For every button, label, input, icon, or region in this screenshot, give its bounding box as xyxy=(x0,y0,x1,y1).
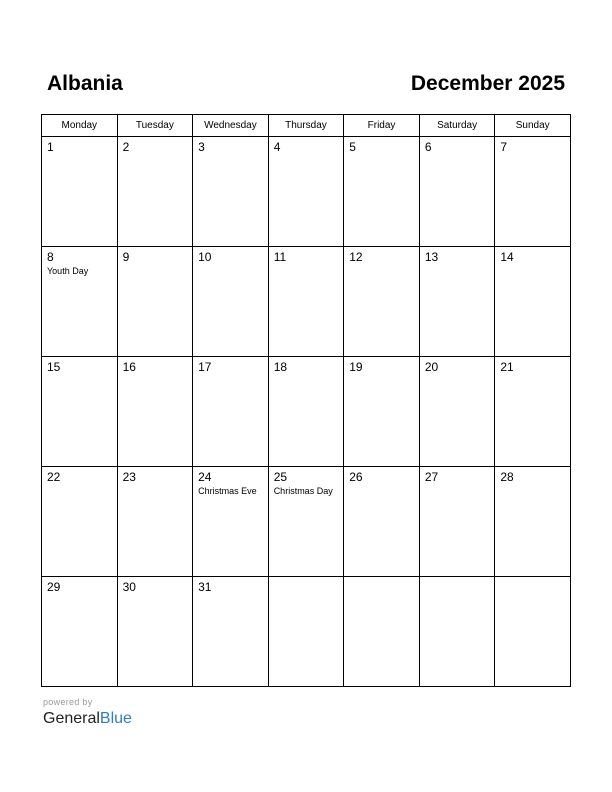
weekday-header: Monday xyxy=(42,115,118,137)
day-cell-content xyxy=(420,577,495,580)
weekday-header: Saturday xyxy=(419,115,495,137)
day-cell xyxy=(117,357,193,467)
day-number: 26 xyxy=(349,470,363,484)
day-cell xyxy=(268,247,344,357)
day-number: 27 xyxy=(424,470,439,484)
day-cell-content xyxy=(269,137,344,155)
day-number: 20 xyxy=(424,360,439,374)
powered-by-label: powered by xyxy=(43,697,93,707)
day-cell xyxy=(117,247,193,357)
day-number: 11 xyxy=(273,250,287,264)
week-row xyxy=(42,467,571,577)
day-cell xyxy=(42,467,118,577)
day-cell-content xyxy=(42,357,117,375)
day-cell xyxy=(419,467,495,577)
day-cell xyxy=(117,467,193,577)
day-cell-content xyxy=(495,467,570,485)
day-cell-content xyxy=(344,137,419,155)
day-number: 3 xyxy=(198,140,205,154)
day-number: 15 xyxy=(47,360,61,374)
holiday-label: Youth Day xyxy=(47,266,89,276)
day-number: 1 xyxy=(47,140,54,154)
day-cell-content xyxy=(420,137,495,155)
day-cell-content xyxy=(495,577,570,580)
country-title: Albania xyxy=(47,72,123,95)
brand-general-text: General xyxy=(43,710,100,727)
day-cell xyxy=(344,467,420,577)
day-number: 9 xyxy=(122,250,130,264)
month-year-title: December 2025 xyxy=(410,72,565,95)
day-number: 23 xyxy=(122,470,136,484)
day-cell-content xyxy=(193,357,268,375)
day-cell-content xyxy=(344,247,419,265)
day-cell-content xyxy=(118,357,193,375)
day-number: 21 xyxy=(500,360,514,374)
day-cell xyxy=(344,577,420,687)
day-cell-content xyxy=(269,467,344,498)
day-cell xyxy=(117,577,193,687)
day-cell xyxy=(42,247,118,357)
week-row xyxy=(42,247,571,357)
day-number: 30 xyxy=(122,580,136,594)
day-cell-content xyxy=(269,357,344,375)
day-number: 24 xyxy=(198,470,212,484)
day-number: 6 xyxy=(424,140,432,154)
day-cell-content xyxy=(269,247,344,265)
day-cell xyxy=(42,357,118,467)
day-cell xyxy=(193,137,269,247)
week-row xyxy=(42,577,571,687)
day-cell-content xyxy=(344,577,419,580)
day-cell-content xyxy=(42,137,117,155)
weekday-header: Thursday xyxy=(268,115,344,137)
holiday-label: Christmas Eve xyxy=(198,486,257,496)
day-number: 12 xyxy=(349,250,363,264)
day-cell-content xyxy=(495,247,570,265)
weekday-header: Friday xyxy=(344,115,420,137)
day-cell-content xyxy=(42,247,117,278)
day-cell xyxy=(495,137,571,247)
day-cell-content xyxy=(193,247,268,265)
weekday-header: Sunday xyxy=(495,115,571,137)
holiday-label: Christmas Day xyxy=(273,486,333,496)
day-cell xyxy=(193,247,269,357)
day-cell xyxy=(419,357,495,467)
day-cell-content xyxy=(118,247,193,265)
day-cell xyxy=(495,577,571,687)
day-number: 14 xyxy=(500,250,514,264)
day-number: 10 xyxy=(198,250,212,264)
day-cell-content xyxy=(269,577,344,580)
day-cell-content xyxy=(344,357,419,375)
day-cell xyxy=(268,357,344,467)
day-cell-content xyxy=(420,467,495,485)
day-number: 4 xyxy=(273,140,281,154)
day-cell xyxy=(419,577,495,687)
footer-branding xyxy=(43,697,132,729)
day-cell xyxy=(193,577,269,687)
generalblue-logo[interactable] xyxy=(43,709,132,729)
day-number: 18 xyxy=(273,360,288,374)
day-number: 2 xyxy=(122,140,130,154)
day-cell-content xyxy=(42,577,117,595)
day-cell-content xyxy=(193,467,268,498)
day-number: 13 xyxy=(424,250,439,264)
day-cell-content xyxy=(495,357,570,375)
day-cell xyxy=(495,357,571,467)
day-cell-content xyxy=(193,137,268,155)
weekday-header: Tuesday xyxy=(117,115,193,137)
day-cell xyxy=(268,137,344,247)
day-cell-content xyxy=(118,137,193,155)
day-cell xyxy=(419,137,495,247)
day-cell-content xyxy=(420,357,495,375)
day-cell xyxy=(42,577,118,687)
weekday-header-row xyxy=(42,115,571,137)
brand-blue-text: Blue xyxy=(99,710,132,727)
day-cell xyxy=(268,467,344,577)
day-cell xyxy=(344,247,420,357)
day-cell-content xyxy=(193,577,268,595)
week-row xyxy=(42,137,571,247)
day-number: 28 xyxy=(500,470,514,484)
day-cell xyxy=(344,357,420,467)
day-cell-content xyxy=(495,137,570,155)
day-number: 5 xyxy=(349,140,356,154)
day-cell xyxy=(193,467,269,577)
day-number: 17 xyxy=(198,360,212,374)
day-number: 8 xyxy=(47,250,54,264)
day-cell-content xyxy=(420,247,495,265)
day-number: 31 xyxy=(198,580,212,594)
day-cell xyxy=(495,467,571,577)
day-number: 29 xyxy=(47,580,61,594)
week-row xyxy=(42,357,571,467)
day-cell xyxy=(419,247,495,357)
day-cell xyxy=(344,137,420,247)
day-cell xyxy=(193,357,269,467)
day-number: 19 xyxy=(349,360,363,374)
day-cell xyxy=(42,137,118,247)
day-cell-content xyxy=(42,467,117,485)
weekday-header: Wednesday xyxy=(193,115,269,137)
day-number: 25 xyxy=(273,470,288,484)
day-cell-content xyxy=(118,577,193,595)
day-number: 16 xyxy=(122,360,136,374)
day-cell xyxy=(495,247,571,357)
day-cell-content xyxy=(118,467,193,485)
calendar-grid xyxy=(41,114,571,687)
day-number: 22 xyxy=(47,470,61,484)
day-cell-content xyxy=(344,467,419,485)
day-number: 7 xyxy=(500,140,508,154)
day-cell xyxy=(117,137,193,247)
day-cell xyxy=(268,577,344,687)
